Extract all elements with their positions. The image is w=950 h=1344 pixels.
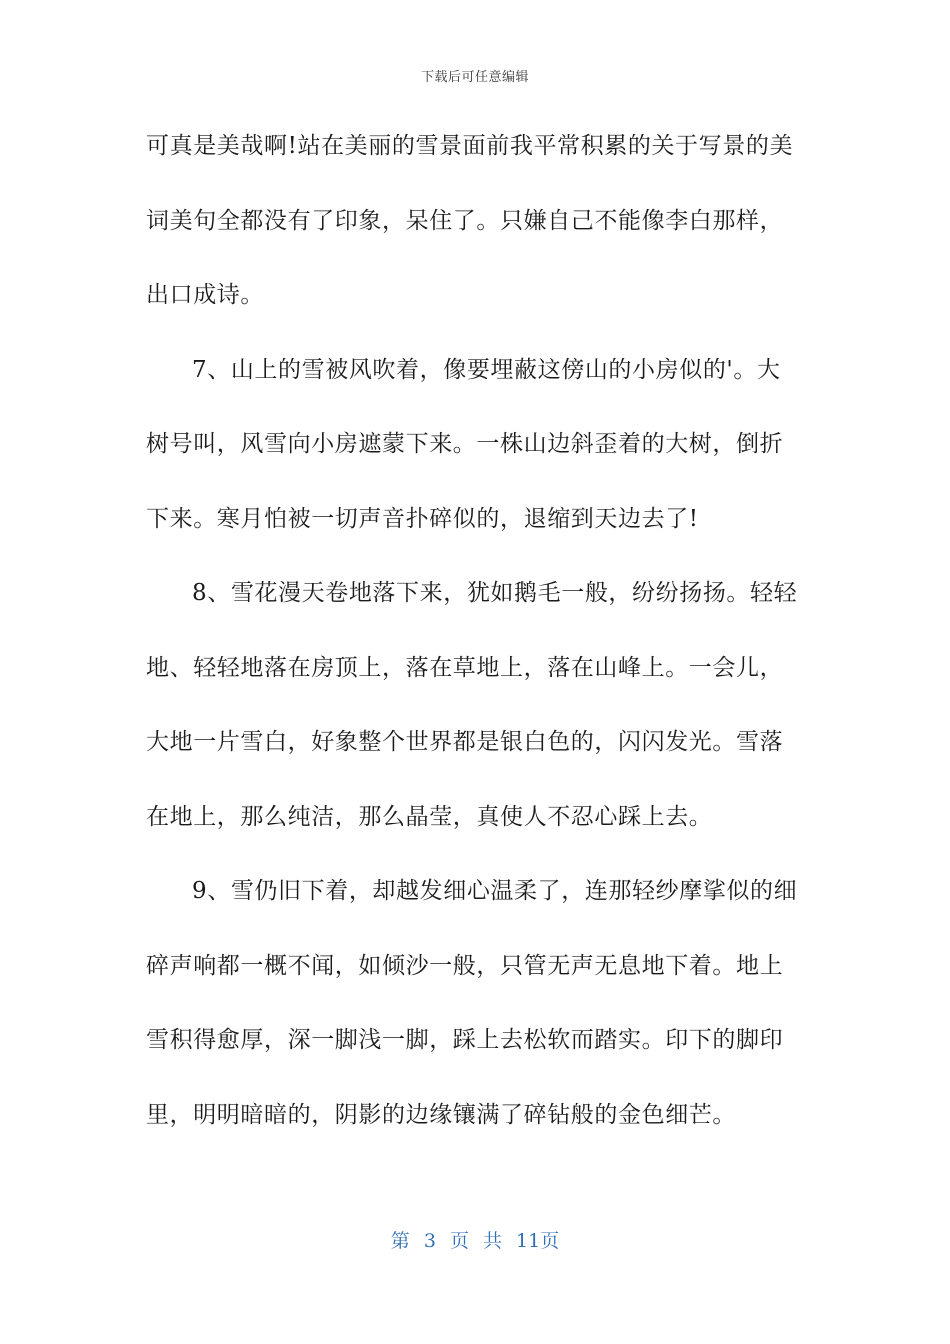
text-line: 树号叫，风雪向小房遮蒙下来。一株山边斜歪着的大树，倒折 <box>146 431 784 457</box>
text-line: 地、轻轻地落在房顶上，落在草地上，落在山峰上。一会儿， <box>146 654 784 681</box>
text-line: 碎声响都一概不闻，如倾沙一般，只管无声无息地下着。地上 <box>146 952 784 979</box>
text-line: 出口成诗。 <box>146 282 264 308</box>
text-line: 在地上，那么纯洁，那么晶莹，真使人不忍心踩上去。 <box>146 803 713 830</box>
text-line: 里，明明暗暗的，阴影的边缘镶满了碎钻般的金色细芒。 <box>146 1101 736 1128</box>
document-body <box>146 124 806 1167</box>
page-header: 下载后可任意编辑 <box>420 70 529 85</box>
text-line: 词美句全都没有了印象，呆住了。只嫌自己不能像李白那样， <box>146 207 784 234</box>
text-line: 可真是美哉啊!站在美丽的雪景面前我平常积累的关于写景的美 <box>146 133 794 159</box>
page-number-footer: 第 3 页 共 11页 <box>390 1230 560 1252</box>
text-line: 下来。寒月怕被一切声音扑碎似的，退缩到天边去了! <box>146 505 699 532</box>
paragraph-start-8: 8、雪花漫天卷地落下来，犹如鹅毛一般，纷纷扬扬。轻轻 <box>192 580 798 606</box>
text-line: 雪积得愈厚，深一脚浅一脚，踩上去松软而踏实。印下的脚印 <box>146 1027 784 1053</box>
text-line: 大地一片雪白，好象整个世界都是银白色的，闪闪发光。雪落 <box>146 729 784 755</box>
paragraph-start-9: 9、雪仍旧下着，却越发细心温柔了，连那轻纱摩挲似的细 <box>192 878 798 904</box>
paragraph-start-7: 7、山上的雪被风吹着，像要埋蔽这傍山的小房似的'。大 <box>192 356 781 383</box>
